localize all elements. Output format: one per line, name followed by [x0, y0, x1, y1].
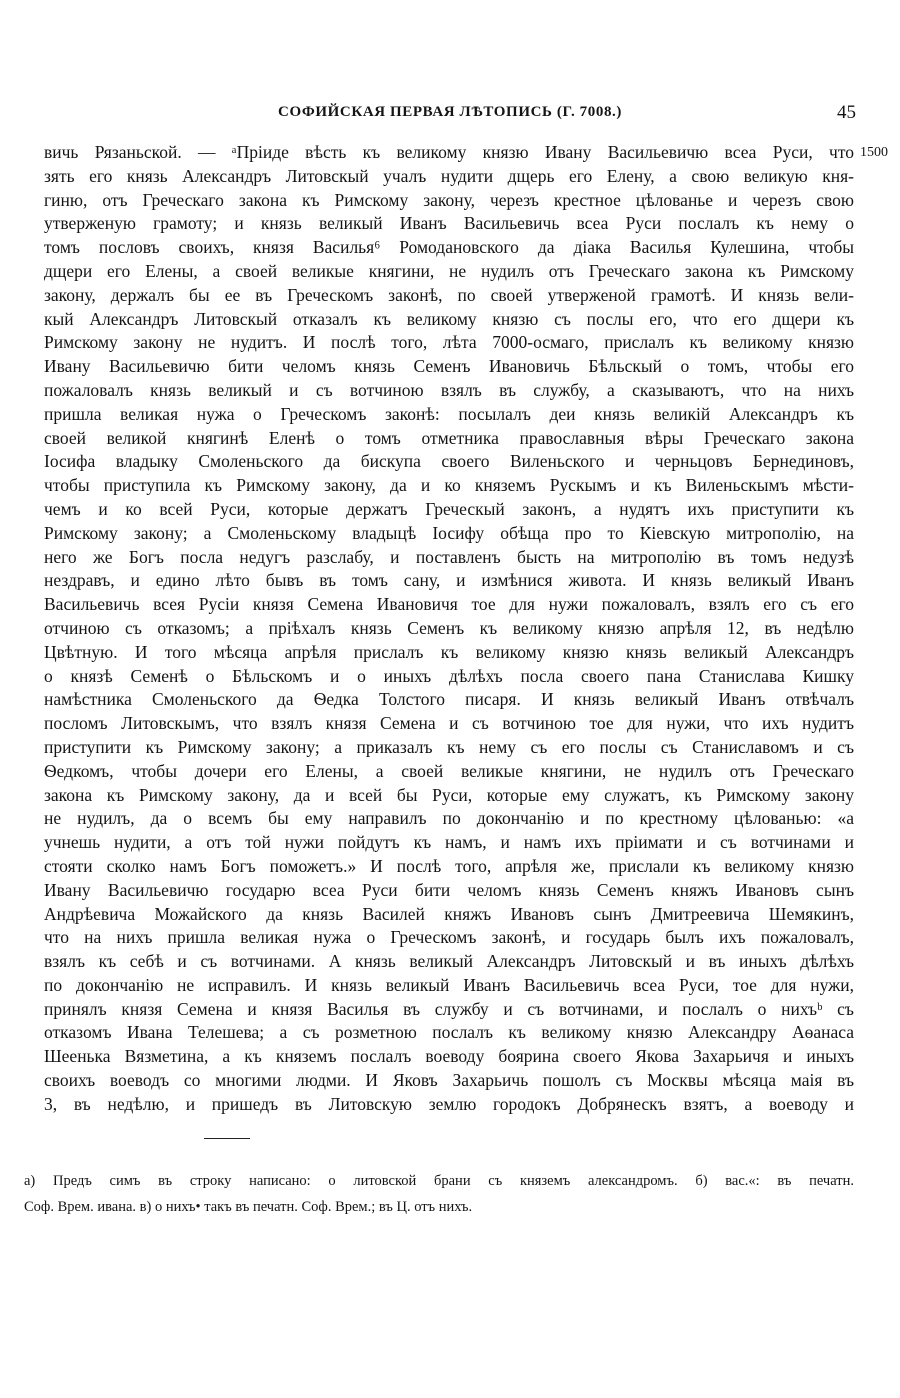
- text-line: отчиною съ отказомъ; а пріѣхалъ князь Семенъ къ великому князю апрѣля 12, въ недѣлю: [44, 617, 854, 638]
- text-line: Римскому закону; а Смоленьскому владыцѣ Іосифу обѣща про то Кіевскую митрополію, на: [44, 522, 854, 543]
- margin-year: 1500: [860, 145, 888, 160]
- text-line: не нудилъ, да о всемъ бы ему направилъ по докончанію и по крестному цѣлованью: «а: [44, 808, 854, 829]
- text-line: Шеенька Вязметина, а къ княземъ послалъ воеводу боярина своего Якова Захарьичя и иныхъ: [44, 1046, 854, 1067]
- text-line: учнешь нудити, а отъ той нужи пойдутъ къ намъ, и намъ ихъ пріимати и съ вотчинами и: [44, 832, 854, 853]
- text-line: что на нихъ пришла великая нужа о Греческомъ законѣ, и государь былъ ихъ пожаловалъ,: [44, 927, 854, 948]
- footnote-line: а) Предъ симъ въ строку написано: о литовской брани съ княземъ александромъ. б) вас.«: въ печатн.: [24, 1173, 854, 1189]
- text-line: него же Богъ посла недугъ разслабу, и поставленъ бысть на митрополію въ томъ недузѣ: [44, 546, 854, 567]
- text-line: своихъ воеводъ со многими людми. И Яковъ Захарьичь пошолъ съ Москвы мѣсяца маія въ: [44, 1070, 854, 1091]
- text-line: пожаловалъ князь великый и съ вотчиною взялъ въ службу, а сказываютъ, что на нихъ: [44, 379, 854, 400]
- text-line: намѣстника Смоленьского да Ѳедка Толстого писаря. И князь великый Иванъ отвѣчалъ: [44, 689, 854, 710]
- text-line: посломъ Литовскымъ, что взялъ князя Семена и съ вотчиною тое для нужи, что ихъ нудитъ: [44, 713, 854, 734]
- text-line: Ѳедкомъ, чтобы дочери его Елены, а своей великые княгини, не нудилъ отъ Греческаго: [44, 760, 854, 781]
- text-line: о князѣ Семенѣ о Бѣльскомъ и о иныхъ дѣлѣхъ посла своего пана Станислава Кишку: [44, 665, 854, 686]
- footnote-rule: [204, 1138, 250, 1139]
- text-line: Ивану Васильевичю государю всеа Руси бити челомъ князь Семенъ княжъ Ивановъ сынъ: [44, 879, 854, 900]
- text-line: Римскому закону не нудитъ. И послѣ того, лѣта 7000-осмаго, прислалъ къ великому князю: [44, 332, 854, 353]
- text-line: по докончанію не исправилъ. И князь великый Иванъ Васильевичь всеа Руси, тое для нужи,: [44, 974, 854, 995]
- text-line: дщери его Елены, а своей великые княгини, не нудилъ отъ Греческаго закона къ Римскому: [44, 260, 854, 281]
- text-line: стояти сколко намъ Богъ поможетъ.» И послѣ того, апрѣля же, прислали къ великому князю: [44, 855, 854, 876]
- footnotes: [24, 1168, 854, 1220]
- text-line: своей великой княгинѣ Еленѣ о томъ отметника православныя вѣры Греческаго закона: [44, 427, 854, 448]
- text-line: чемъ и ко всей Руси, которые держатъ Греческый законъ, а нудятъ ихъ приступити къ: [44, 498, 854, 519]
- text-line: отказомъ Ивана Телешева; а съ розметною послалъ къ великому князю Александру Аѳанаса: [44, 1022, 854, 1043]
- text-line: приступити къ Римскому закону; а приказалъ къ нему съ его послы съ Станиславомъ и съ: [44, 736, 854, 757]
- footnote-line: Соф. Врем. ивана. в) о нихъ• такъ въ печатн. Соф. Врем.; въ Ц. отъ нихъ.: [24, 1199, 473, 1215]
- running-title: СОФИЙСКАЯ ПЕРВАЯ ЛѢТОПИСЬ (Г. 7008.): [278, 104, 622, 120]
- text-line: Васильевичь всея Русіи князя Семена Ивановичя тое для нужи пожаловалъ, взялъ его съ его: [44, 594, 854, 615]
- text-line: закону, держалъ бы ее въ Греческомъ законѣ, по своей утверженой грамотѣ. И князь вели-: [44, 284, 854, 305]
- text-line: нездравъ, и едино лѣто бывъ въ томъ сану, и измѣнися живота. И князь великый Иванъ: [44, 570, 854, 591]
- text-line: утверженую грамоту; и князь великый Иванъ Васильевичь всеа Руси послалъ къ нему о: [44, 213, 854, 234]
- text-line: принялъ князя Семена и князя Василья въ службу и съ вотчинами, и послалъ о нихъᵇ съ: [44, 998, 854, 1019]
- text-line: закона къ Римскому закону, да и всей бы Руси, которые ему служатъ, къ Римскому закону: [44, 784, 854, 805]
- text-line: 3, въ недѣлю, и пришедъ въ Литовскую землю городокъ Добрянескъ взятъ, а воеводу и: [44, 1093, 854, 1114]
- text-line: взялъ къ себѣ и съ вотчинами. А князь великый Александръ Литовскый и въ иныхъ дѣлѣхъ: [44, 951, 854, 972]
- running-header: [0, 102, 900, 128]
- text-line: кый Александръ Литовскый отказалъ къ великому князю съ послы его, что его дщери къ: [44, 308, 854, 329]
- text-line: Ивану Васильевичю бити челомъ князь Семенъ Ивановичь Бѣльскый о томъ, чтобы его: [44, 356, 854, 377]
- text-line: гиню, отъ Греческаго закона къ Римскому закону, черезъ крестное цѣлованье и черезъ свою: [44, 189, 854, 210]
- chronicle-text: [44, 141, 854, 1117]
- text-line: Іосифа владыку Смоленьского да бискупа своего Виленьского и черньцовъ Бернединовъ,: [44, 451, 854, 472]
- text-line: томъ пословъ своихъ, князя Василья⁶ Ромодановского да діака Василья Кулешина, чтобы: [44, 237, 854, 258]
- text-line: Андрѣевича Можайского да князь Василей княжъ Ивановъ сынъ Дмитреевича Шемякинъ,: [44, 903, 854, 924]
- text-line: пришла великая нужа о Греческомъ законѣ: посылалъ деи князь великій Александръ къ: [44, 403, 854, 424]
- text-line: чтобы приступила къ Римскому закону, да и ко княземъ Рускымъ и къ Виленьскымъ мѣсти-: [44, 475, 854, 496]
- text-line: вичь Рязаньской. — ᵃПріиде вѣсть къ великому князю Ивану Васильевичю всеа Руси, что: [44, 142, 854, 162]
- text-line: зять его князь Александръ Литовскый учалъ нудити дщерь его Елену, а свою великую кня-: [44, 165, 854, 186]
- page-number: 45: [837, 102, 856, 123]
- text-line: Цвѣтную. И того мѣсяца апрѣля прислалъ къ великому князю князь великый Александръ: [44, 641, 854, 662]
